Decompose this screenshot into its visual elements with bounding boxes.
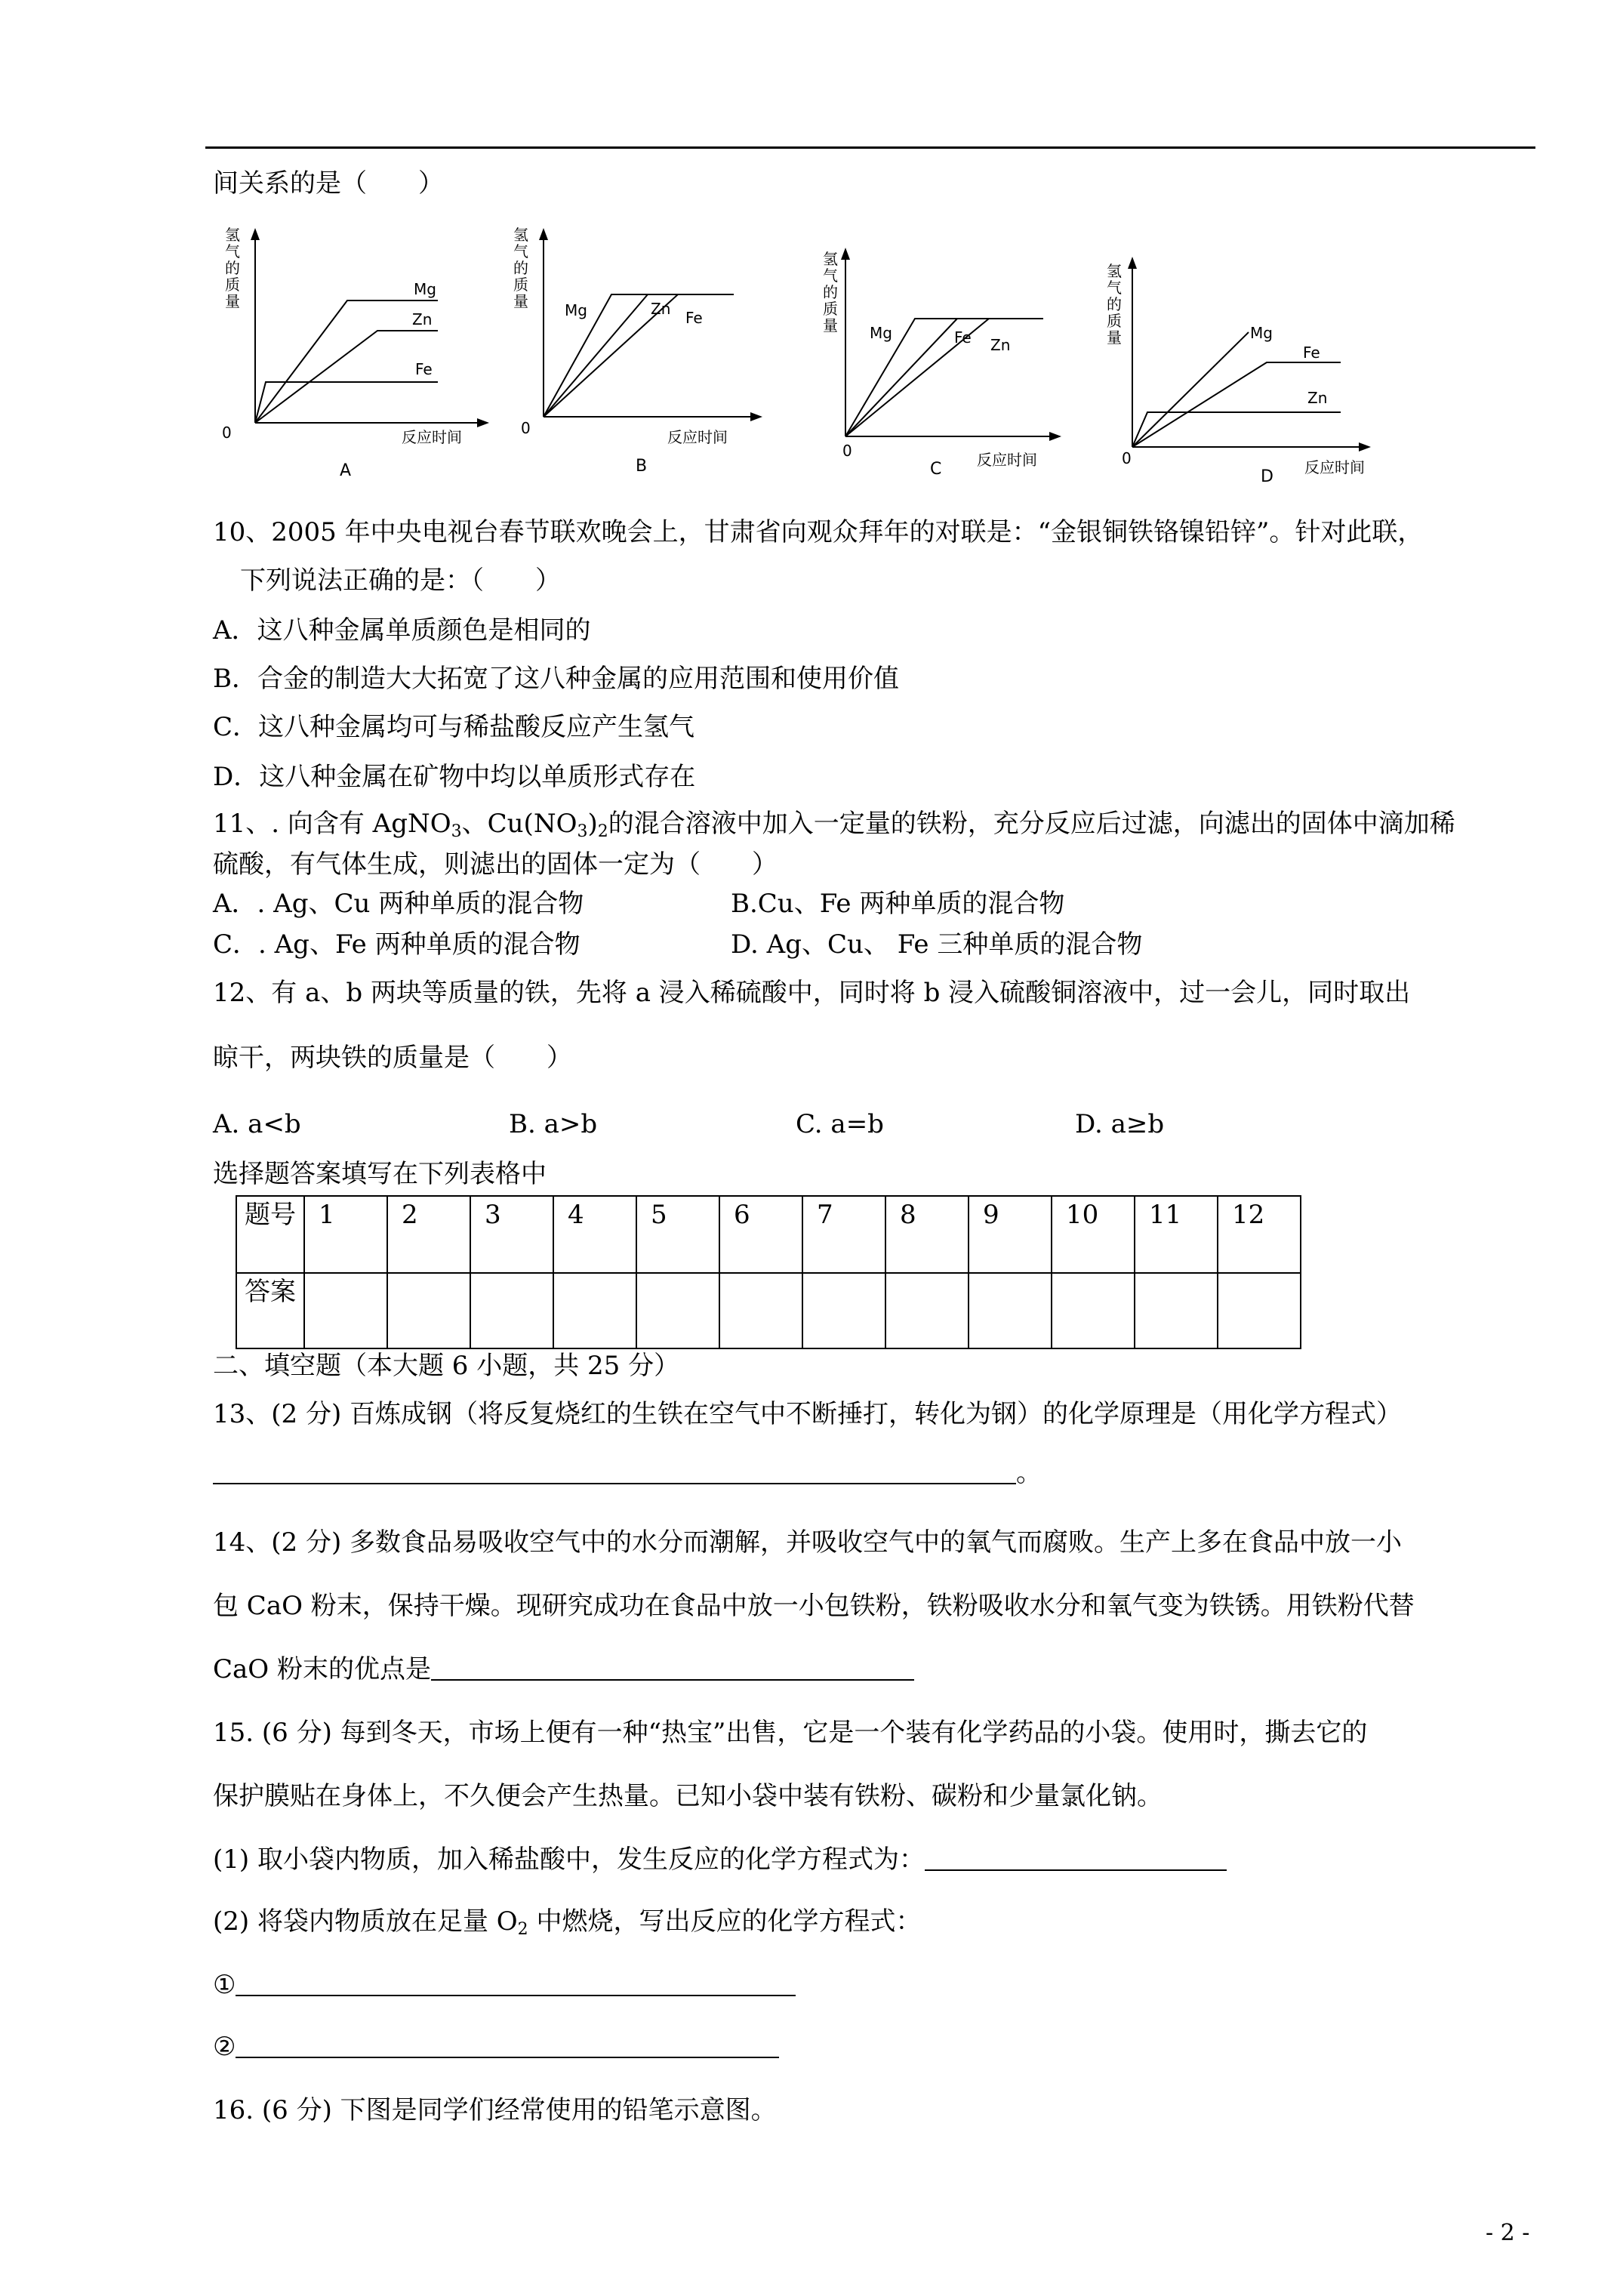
y-axis-arrow: [251, 228, 260, 240]
series-label: Zn: [412, 310, 433, 328]
table-cell-number: 9: [969, 1196, 1052, 1273]
series-line-zn: [255, 331, 438, 423]
answer-blank[interactable]: [431, 1657, 914, 1681]
answer-cell[interactable]: [470, 1273, 553, 1348]
answer-cell[interactable]: [1052, 1273, 1135, 1348]
x-axis-label: 反应时间: [402, 428, 462, 446]
answer-blank[interactable]: [236, 2034, 779, 2058]
ylabel-char: 量: [225, 292, 240, 310]
answer-cell[interactable]: [636, 1273, 719, 1348]
y-axis-arrow: [1128, 257, 1137, 269]
series-line-zn: [1132, 412, 1341, 447]
table-row-answers: [236, 1273, 1301, 1348]
table-cell-number: 5: [636, 1196, 719, 1273]
ylabel-char: 质: [823, 300, 838, 318]
graph-letter: C: [930, 460, 942, 479]
q11-text: 、Cu(NO: [461, 809, 577, 839]
q16-stem: 16. (6 分) 下图是同学们经常使用的铅笔示意图。: [213, 2095, 777, 2125]
ylabel-char: 的: [823, 283, 838, 301]
ylabel-char: 气: [225, 242, 240, 260]
table-cell-number: 4: [553, 1196, 636, 1273]
series-label: Mg: [870, 324, 892, 342]
graph-letter: A: [340, 461, 352, 480]
subscript: 2: [517, 1920, 528, 1939]
q10-stem-line2: 下列说法正确的是：（ ）: [240, 566, 561, 596]
graph-letter: D: [1261, 467, 1273, 486]
ylabel-char: 氢: [225, 226, 240, 244]
ylabel-char: 质: [513, 276, 528, 294]
header-rule: [205, 146, 1535, 149]
y-axis-label: [225, 226, 240, 310]
q11-stem-line1: [213, 809, 1455, 841]
table-cell-number: 2: [387, 1196, 470, 1273]
answer-blank[interactable]: [925, 1847, 1227, 1871]
answer-cell[interactable]: [719, 1273, 802, 1348]
ylabel-char: 氢: [1107, 262, 1122, 280]
q11-text: ): [587, 809, 598, 839]
x-axis-arrow: [477, 418, 489, 427]
page-number: - 2 -: [1486, 2220, 1530, 2246]
q11-option-d: D. Ag、Cu、 Fe 三种单质的混合物: [731, 929, 1143, 960]
origin-label: 0: [222, 424, 232, 442]
marker-circle-1: ①: [213, 1970, 236, 2000]
q12-option-d: D. a≥b: [1075, 1109, 1165, 1139]
graph-a: [211, 219, 483, 498]
table-cell-number: 10: [1052, 1196, 1135, 1273]
table-cell-number: 11: [1135, 1196, 1218, 1273]
origin-label: 0: [842, 442, 852, 460]
ylabel-char: 质: [1107, 312, 1122, 330]
q15-text: (1) 取小袋内物质，加入稀盐酸中，发生反应的化学方程式为：: [213, 1845, 925, 1875]
q14-line1: 14、(2 分) 多数食品易吸收空气中的水分而潮解，并吸收空气中的氧气而腐败。生产上多在食品中放一小: [213, 1527, 1403, 1558]
q12-option-b: B. a>b: [509, 1109, 598, 1139]
ylabel-char: 量: [513, 292, 528, 310]
x-axis-label: 反应时间: [977, 451, 1037, 469]
answer-cell[interactable]: [885, 1273, 969, 1348]
origin-label: 0: [521, 419, 531, 437]
ylabel-char: 质: [225, 276, 240, 294]
q10-option-a: A．这八种金属单质颜色是相同的: [213, 615, 591, 646]
x-axis-label: 反应时间: [1304, 458, 1365, 476]
subscript: 2: [597, 822, 608, 841]
q11-option-a: A．. Ag、Cu 两种单质的混合物: [213, 889, 584, 919]
table-cell-number: 3: [470, 1196, 553, 1273]
origin-label: 0: [1122, 449, 1132, 467]
answer-cell[interactable]: [304, 1273, 387, 1348]
answer-cell[interactable]: [1135, 1273, 1218, 1348]
ylabel-char: 氢: [513, 226, 528, 244]
q13-stem: 13、(2 分) 百炼成钢（将反复烧红的生铁在空气中不断捶打，转化为钢）的化学原理是（用化学方程式）: [213, 1399, 1403, 1429]
graph-d: [1099, 255, 1386, 519]
q14-text: CaO 粉末的优点是: [213, 1654, 431, 1684]
q12-option-a: A. a<b: [213, 1109, 301, 1139]
series-label: Fe: [415, 360, 433, 378]
q10-option-c: C．这八种金属均可与稀盐酸反应产生氢气: [213, 712, 695, 742]
q12-stem-line1: 12、有 a、b 两块等质量的铁，先将 a 浸入稀硫酸中，同时将 b 浸入硫酸铜溶液中，过一会儿，同时取出: [213, 978, 1411, 1008]
q14-line3: [213, 1654, 914, 1684]
ylabel-char: 气: [823, 267, 838, 285]
q11-option-b: B.Cu、Fe 两种单质的混合物: [731, 889, 1065, 919]
table-caption: 选择题答案填写在下列表格中: [213, 1159, 547, 1189]
answer-blank[interactable]: [236, 1972, 796, 1996]
ylabel-char: 的: [225, 259, 240, 277]
answer-cell[interactable]: [1218, 1273, 1301, 1348]
q13-end: 。: [1016, 1458, 1042, 1488]
answer-cell[interactable]: [387, 1273, 470, 1348]
q13-answer-line: [213, 1460, 1042, 1486]
q9-tail: 间关系的是（ ）: [213, 168, 444, 199]
series-label: Mg: [565, 301, 587, 319]
table-cell-number: 8: [885, 1196, 969, 1273]
graph-c: [815, 243, 1087, 507]
y-axis-label: [1107, 262, 1122, 347]
table-cell-number: 1: [304, 1196, 387, 1273]
q11-text: 11、. 向含有 AgNO: [213, 809, 451, 839]
q12-option-c: C. a=b: [796, 1109, 884, 1139]
y-axis-label: [823, 250, 838, 334]
answer-cell[interactable]: [969, 1273, 1052, 1348]
series-line-mg: [255, 300, 438, 423]
answer-table: [236, 1195, 1301, 1349]
series-label: Zn: [990, 336, 1011, 354]
x-axis-arrow: [750, 412, 762, 421]
series-line-zn: [544, 294, 648, 417]
subscript: 3: [451, 822, 462, 841]
q15-sub2: [213, 1906, 922, 1939]
graph-b: [500, 219, 771, 498]
table-cell-number: 12: [1218, 1196, 1301, 1273]
table-header-number: 题号: [236, 1196, 304, 1273]
series-label: Mg: [1250, 324, 1273, 342]
table-row-numbers: [236, 1196, 1301, 1273]
section-heading: 二、填空题（本大题 6 小题，共 25 分）: [213, 1351, 680, 1381]
x-axis-arrow: [1359, 442, 1371, 451]
marker-circle-2: ②: [213, 2032, 236, 2062]
answer-cell[interactable]: [802, 1273, 885, 1348]
q15-sub1: [213, 1845, 1227, 1875]
q11-stem-line2: 硫酸，有气体生成，则滤出的固体一定为（ ）: [213, 849, 778, 880]
ylabel-char: 气: [513, 242, 528, 260]
series-label: Fe: [1303, 344, 1320, 362]
series-label: Zn: [1307, 389, 1328, 407]
q15-answer-1: [213, 1972, 796, 1998]
q10-option-b: B．合金的制造大大拓宽了这八种金属的应用范围和使用价值: [213, 664, 899, 694]
ylabel-char: 气: [1107, 279, 1122, 297]
q12-stem-line2: 晾干，两块铁的质量是（ ）: [213, 1043, 572, 1073]
series-line-mg: [1132, 332, 1249, 447]
q15-line2: 保护膜贴在身体上，不久便会产生热量。已知小袋中装有铁粉、碳粉和少量氯化钠。: [213, 1781, 1163, 1811]
table-header-answer: 答案: [236, 1273, 304, 1348]
ylabel-char: 量: [1107, 328, 1122, 347]
q11-text: 的混合溶液中加入一定量的铁粉，充分反应后过滤，向滤出的固体中滴加稀: [608, 809, 1455, 839]
q11-option-c: C．. Ag、Fe 两种单质的混合物: [213, 929, 581, 960]
y-axis-arrow: [841, 248, 850, 260]
q10-stem-line1: 10、2005 年中央电视台春节联欢晚会上，甘肃省向观众拜年的对联是：“金银铜铁铬镍铅锌”。针对此联，: [213, 517, 1424, 547]
y-axis-arrow: [539, 228, 548, 240]
q15-text: (2) 将袋内物质放在足量 O: [213, 1906, 518, 1937]
q15-text: 中燃烧，写出反应的化学方程式：: [528, 1906, 922, 1937]
subscript: 3: [577, 822, 588, 841]
q15-line1: 15. (6 分) 每到冬天，市场上便有一种“热宝”出售，它是一个装有化学药品的小袋。使用时，撕去它的: [213, 1718, 1368, 1748]
series-label: Mg: [414, 280, 436, 298]
ylabel-char: 量: [823, 316, 838, 334]
series-label: Fe: [685, 309, 703, 327]
ylabel-char: 的: [1107, 295, 1122, 313]
y-axis-label: [513, 226, 528, 310]
ylabel-char: 的: [513, 259, 528, 277]
answer-cell[interactable]: [553, 1273, 636, 1348]
x-axis-arrow: [1049, 432, 1061, 441]
table-cell-number: 7: [802, 1196, 885, 1273]
q10-option-d: D．这八种金属在矿物中均以单质形式存在: [213, 762, 696, 792]
ylabel-char: 氢: [823, 250, 838, 268]
x-axis-label: 反应时间: [667, 428, 728, 446]
q14-line2: 包 CaO 粉末，保持干燥。现研究成功在食品中放一小包铁粉，铁粉吸收水分和氧气变为铁锈。用铁粉代替: [213, 1591, 1415, 1621]
graph-letter: B: [636, 457, 648, 476]
q15-answer-2: [213, 2034, 779, 2060]
series-label: Zn: [651, 300, 671, 318]
series-line-fe: [845, 319, 957, 436]
series-label: Fe: [954, 328, 972, 347]
table-cell-number: 6: [719, 1196, 802, 1273]
answer-blank[interactable]: [213, 1460, 1016, 1484]
